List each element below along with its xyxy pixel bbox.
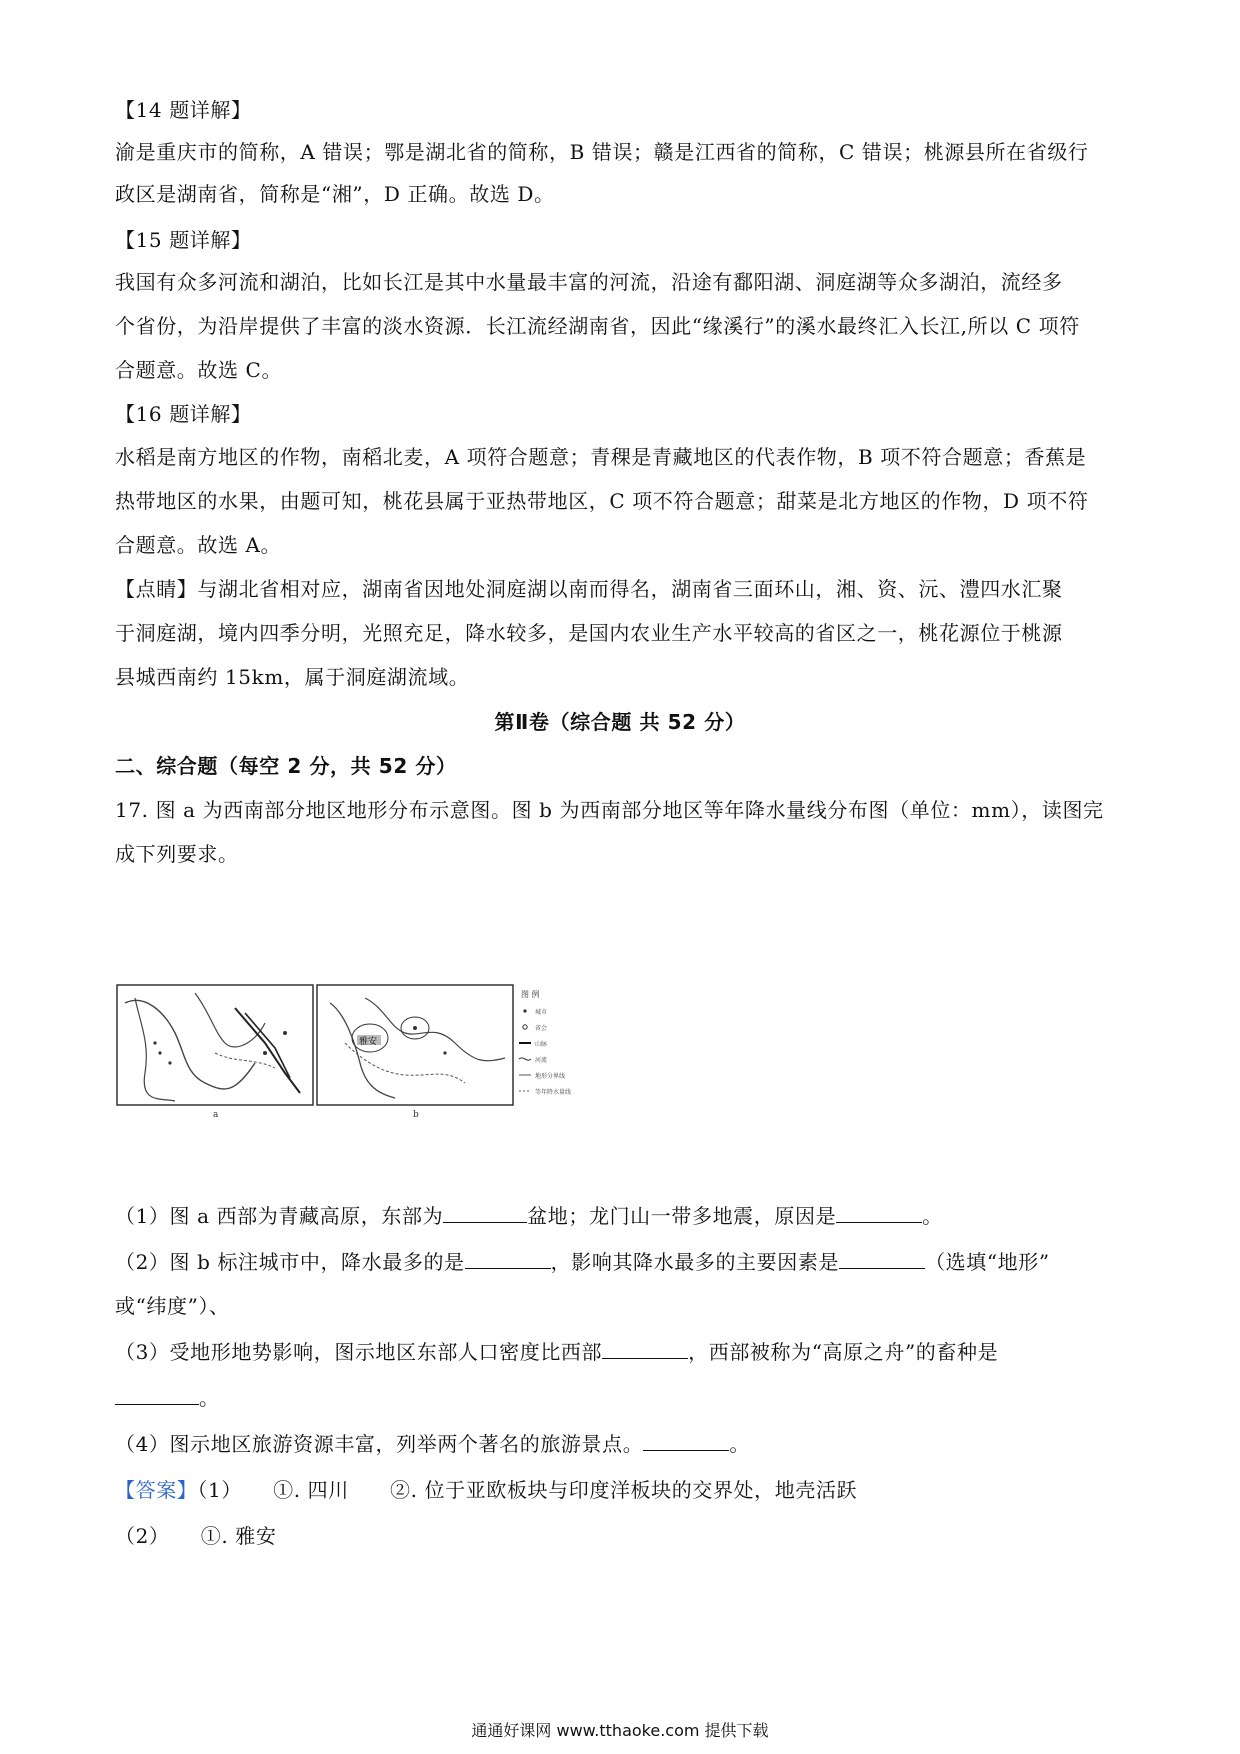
point-text-line-1: 【点睛】与湖北省相对应，湖南省因地处洞庭湖以南而得名，湖南省三面环山，湘、资、沅、澧四水汇聚 (115, 577, 1063, 601)
part2-title: 第Ⅱ卷（综合题 共 52 分） (494, 710, 746, 734)
q17-sub2-line-2: 或“纬度”）、 (115, 1294, 230, 1318)
point-text-line-3: 县城西南约 15km，属于洞庭湖流域。 (115, 665, 470, 689)
q17-sub2-text-a: （2）图 b 标注城市中，降水最多的是 (115, 1250, 465, 1274)
answer-line-1-text: （1） ①. 四川 ②. 位于亚欧板块与印度洋板块的交界处，地壳活跃 (197, 1478, 858, 1502)
map-a (117, 985, 313, 1120)
q15-text-line-3: 合题意。故选 C。 (115, 358, 283, 382)
map-a-label: a (213, 1110, 219, 1120)
q16-text-line-3: 合题意。故选 A。 (115, 533, 282, 557)
q17-sub1-text-a: （1）图 a 西部为青藏高原，东部为 (115, 1204, 444, 1228)
q17-sub3-text-b: ，西部被称为“高原之舟”的畜种是 (688, 1340, 999, 1364)
q15-heading: 【15 题详解】 (115, 228, 252, 252)
q17-sub3 (115, 1338, 1125, 1366)
q17-map-figure (115, 983, 595, 1123)
q17-sub2-text-c: （选填“地形” (925, 1250, 1050, 1274)
q15-text-line-2: 个省份，为沿岸提供了丰富的淡水资源．长江流经湖南省，因此“缘溪行”的溪水最终汇入长江,所以 C 项符 (115, 314, 1080, 338)
legend-city-icon (523, 1009, 526, 1012)
q17-stem-line-1: 17. 图 a 为西南部分地区地形分布示意图。图 b 为西南部分地区等年降水量线分布图（单位：mm），读图完 (115, 798, 1104, 822)
blank-5[interactable] (602, 1340, 688, 1359)
q16-text-line-2: 热带地区的水果，由题可知，桃花县属于亚热带地区，C 项不符合题意；甜菜是北方地区的作物，D 项不符 (115, 489, 1089, 513)
legend-item-mountain: 山脉 (535, 1041, 548, 1048)
q17-sub4-text-a: （4）图示地区旅游资源丰富，列举两个著名的旅游景点。 (115, 1432, 644, 1456)
q14-text-line-2: 政区是湖南省，简称是“湘”，D 正确。故选 D。 (115, 182, 555, 206)
answer-line-2: （2） ①. 雅安 (115, 1524, 277, 1548)
legend-item-boundary: 地形分界线 (535, 1073, 566, 1080)
map-b-city-label: 雅安 (359, 1037, 378, 1047)
blank-4[interactable] (839, 1250, 925, 1269)
legend-title: 图 例 (521, 990, 540, 999)
q17-sub1-text-c: 。 (922, 1204, 943, 1228)
q17-sub3-line-2-text: 。 (199, 1386, 220, 1410)
q14-heading: 【14 题详解】 (115, 98, 252, 122)
q14-text-line-1: 渝是重庆市的简称，A 错误；鄂是湖北省的简称，B 错误；赣是江西省的简称，C 错误；桃源县所在省级行 (115, 140, 1089, 164)
footer: 通通好课网 www.tthaoke.com 提供下载 (471, 1721, 769, 1740)
q17-sub3-text-a: （3）受地形地势影响，图示地区东部人口密度比西部 (115, 1340, 603, 1364)
blank-2[interactable] (836, 1204, 922, 1223)
q16-text-line-1: 水稻是南方地区的作物，南稻北麦，A 项符合题意；青稞是青藏地区的代表作物，B 项不符合题意；香蕉是 (115, 445, 1087, 469)
q17-sub1-text-b: 盆地；龙门山一带多地震，原因是 (527, 1204, 837, 1228)
q16-heading: 【16 题详解】 (115, 402, 252, 426)
q17-sub1 (115, 1202, 1125, 1230)
q17-sub3-line-2 (115, 1384, 1125, 1412)
point-text-line-2: 于洞庭湖，境内四季分明，光照充足，降水较多，是国内农业生产水平较高的省区之一，桃花源位于桃源 (115, 621, 1063, 645)
q17-sub2 (115, 1248, 1125, 1276)
legend-capital-icon (523, 1025, 527, 1029)
map-b (317, 985, 513, 1120)
q17-sub2-text-b: ，影响其降水最多的主要因素是 (550, 1250, 840, 1274)
q17-sub4-text-b: 。 (729, 1432, 750, 1456)
answer-label: 【答案】 (115, 1478, 198, 1502)
q17-sub4 (115, 1430, 1125, 1458)
q17-stem-line-2: 成下列要求。 (115, 842, 239, 866)
legend-item-isohyet: 等年降水量线 (535, 1089, 572, 1096)
answer-line-1 (115, 1476, 1125, 1504)
legend-item-city: 城市 (535, 1009, 548, 1016)
section2-heading: 二、综合题（每空 2 分，共 52 分） (115, 754, 457, 778)
legend-item-capital: 省会 (535, 1025, 548, 1032)
map-legend (519, 989, 571, 1096)
legend-item-river: 河流 (535, 1057, 548, 1064)
blank-7[interactable] (643, 1432, 729, 1451)
legend-river-icon (519, 1058, 531, 1060)
blank-6[interactable] (115, 1386, 199, 1405)
q15-text-line-1: 我国有众多河流和湖泊，比如长江是其中水量最丰富的河流，沿途有鄱阳湖、洞庭湖等众多湖泊，流经多 (115, 270, 1063, 294)
map-b-label: b (413, 1110, 419, 1120)
blank-3[interactable] (465, 1250, 551, 1269)
q17-figure (115, 983, 595, 1123)
blank-1[interactable] (443, 1204, 527, 1223)
